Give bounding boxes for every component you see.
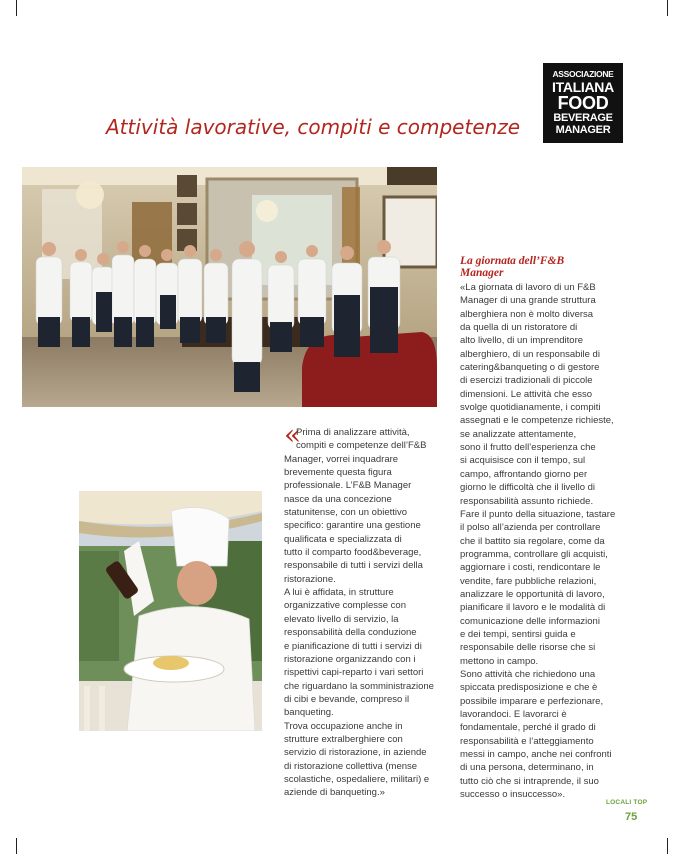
text-line: elevato livello di servizio, la [284, 613, 399, 625]
text-line: si acquisisce con il tempo, sul [460, 455, 586, 467]
text-line: A lui è affidata, in strutture [284, 587, 394, 599]
chef-photo [79, 491, 262, 731]
text-line: responsabile delle risorse che si [460, 642, 596, 654]
text-line: e dei tempi, sentirsi guida e [460, 628, 576, 640]
text-line: alto livello, di un imprenditore [460, 335, 584, 347]
text-line: che riguardano la somministrazione [284, 680, 434, 692]
text-line: rispettivi capi-reparto i vari settori [284, 667, 424, 679]
text-line: dimensioni. Le attività che esso [460, 388, 593, 400]
logo-line-4: BEVERAGE [553, 111, 613, 124]
text-line: da quella di un ristoratore di [460, 322, 578, 334]
sidebar-heading [460, 255, 630, 279]
text-line: tutto ciò che si intraprende, il suo [460, 775, 599, 787]
text-line: strutture extralberghiere con [284, 733, 403, 745]
text-line: assegnati e le competenze richieste, [460, 415, 614, 427]
text-line: professionale. L’F&B Manager [284, 480, 412, 492]
association-logo [543, 63, 623, 143]
team-photo-illustration [22, 167, 437, 407]
crop-mark-bottom-left [16, 838, 17, 854]
text-line: Trova occupazione anche in [284, 720, 403, 732]
text-line: il polso all’azienda per controllare [460, 522, 601, 534]
logo-line-1: ASSOCIAZIONE [552, 69, 614, 80]
text-line: comunicazione delle informazioni [460, 615, 600, 627]
text-line: ristorazione organizzando con i [284, 653, 416, 665]
text-line: lavorandoci. E lavorarci è [460, 709, 567, 720]
text-line: responsabile di tutti i servizi della [284, 560, 423, 572]
text-line: responsabilità assunto richiede. [460, 495, 594, 507]
text-line: «La giornata di lavoro di un F&B [460, 282, 596, 293]
team-photo [22, 167, 437, 407]
text-line: messi in campo, anche nei confronti [460, 749, 612, 761]
text-line: campo, affrontando giorno per [460, 468, 588, 480]
opening-quote-mark: « [284, 418, 302, 451]
text-line: vendite, fare pubbliche relazioni, [460, 575, 597, 587]
text-line: Prima di analizzare attività, [296, 427, 410, 438]
text-line: possibile imparare e perfezionare, [460, 695, 604, 707]
text-line: qualificata e specializzata di [284, 533, 402, 545]
text-line: responsabilità e l’atteggiamento [460, 735, 594, 747]
sidebar-heading-line-1: La giornata dell’F&B [460, 255, 565, 267]
text-line: brevemente questa figura [284, 467, 392, 479]
page-number: 75 [625, 811, 638, 823]
text-line: spiccata predisposizione e che è [460, 682, 598, 694]
text-line: di una persona, determinano, in [460, 762, 594, 774]
text-line: fondamentale, perché il grado di [460, 722, 596, 734]
sidebar-body [460, 281, 642, 801]
crop-mark-top-right [667, 0, 668, 16]
text-line: e pianificazione di tutti i servizi di [284, 640, 422, 652]
text-line: statunitense, con un obiettivo [284, 507, 408, 519]
text-line: programma, controllare gli acquisti, [460, 548, 608, 560]
text-line: tutto il comparto food&beverage, [284, 547, 422, 559]
chef-photo-illustration [79, 491, 262, 731]
text-line: alberghiero, di un responsabile di [460, 348, 600, 360]
text-line: pianificare il lavoro e le modalità di [460, 602, 606, 614]
section-label: LOCALI TOP [606, 799, 648, 806]
text-line: responsabilità della conduzione [284, 627, 417, 639]
intro-body [284, 426, 444, 800]
text-line: successo o insuccesso». [460, 789, 566, 801]
text-line: Manager, vorrei inquadrare [284, 453, 399, 465]
text-line: analizzare le opportunità di lavoro, [460, 588, 605, 600]
text-line: di ristorazione collettiva (mense [284, 760, 418, 772]
text-line: servizio di ristorazione, in aziende [284, 747, 427, 759]
sidebar-heading-line-2: Manager [460, 267, 504, 279]
text-line: Fare il punto della situazione, tastare [460, 508, 616, 520]
logo-line-5: MANAGER [555, 123, 611, 136]
text-line: Manager di una grande struttura [460, 295, 596, 307]
text-line: di esercizi tradizionali di piccole [460, 375, 593, 387]
crop-mark-top-left [16, 0, 17, 16]
text-line: banqueting. [284, 707, 334, 719]
text-line: aggiornare i costi, rendicontare le [460, 562, 601, 574]
text-line: Sono attività che richiedono una [460, 668, 596, 680]
text-line: nasce da una concezione [284, 493, 392, 505]
text-line: giorno le difficoltà che il livello di [460, 482, 596, 494]
logo-line-2: ITALIANA [552, 78, 614, 95]
text-line: svolge quotidianamente, i compiti [460, 402, 601, 414]
text-line: catering&banqueting o di gestore [460, 362, 600, 374]
text-line: compiti e competenze dell’F&B [296, 440, 427, 452]
logo-line-3 [558, 94, 609, 112]
logo-food-word: FOOD [557, 92, 609, 113]
text-line: specifico: garantire una gestione [284, 520, 421, 532]
text-line: di cibi e bevande, compreso il [284, 693, 410, 705]
text-line: che il battito sia regolare, come da [460, 535, 605, 547]
article-title: Attività lavorative, compiti e competenze [106, 115, 521, 139]
text-line: sono il frutto dell’esperienza che [460, 442, 596, 454]
text-line: alberghiera non è molto diversa [460, 308, 594, 320]
text-line: organizzative complesse con [284, 600, 406, 612]
text-line: ristorazione. [284, 573, 336, 585]
text-line: se analizzate attentamente, [460, 428, 577, 440]
crop-mark-bottom-right [667, 838, 668, 854]
text-line: aziende di banqueting.» [284, 787, 385, 799]
text-line: mettono in campo. [460, 655, 539, 667]
text-line: scolastiche, ospedaliere, militari) e [284, 773, 430, 785]
